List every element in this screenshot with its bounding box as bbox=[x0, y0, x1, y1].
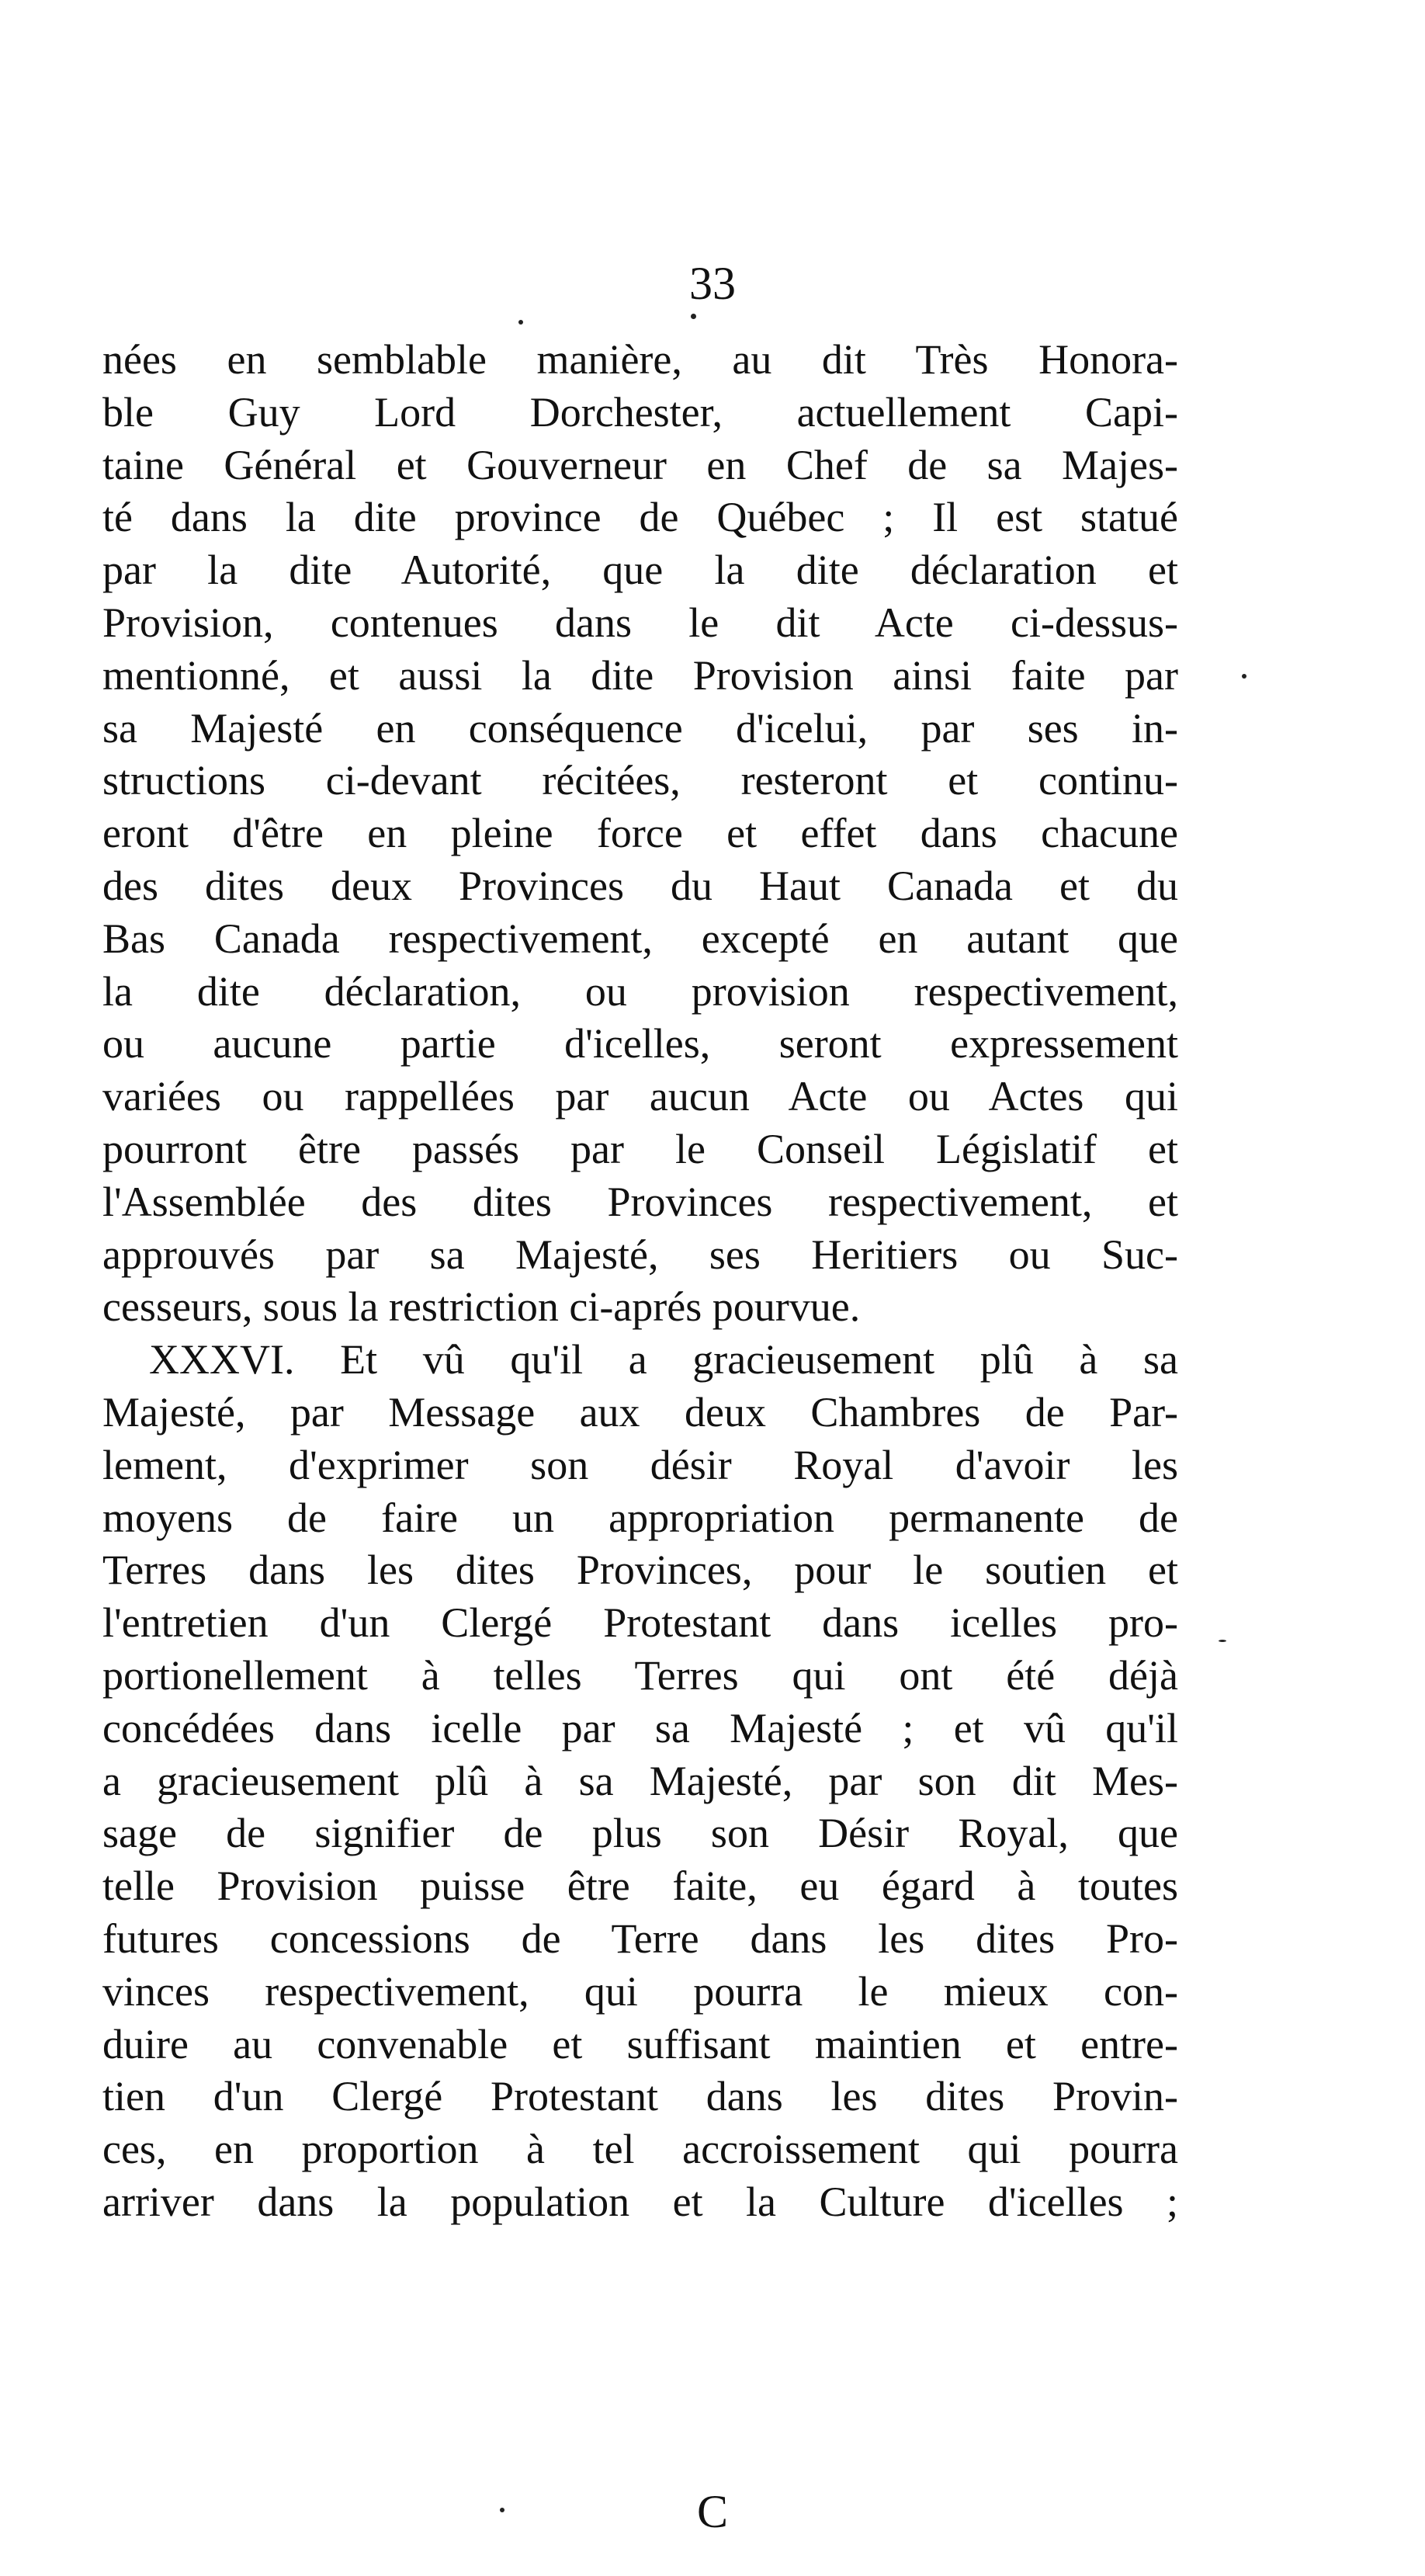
text-line: moyens de faire un appropriation permanente de bbox=[102, 1494, 1178, 1541]
body-text bbox=[102, 334, 1178, 2229]
text-line: vinces respectivement, qui pourra le mieux con- bbox=[102, 1967, 1178, 2015]
text-line: tien d'un Clergé Protestant dans les dites Provin- bbox=[102, 2073, 1178, 2120]
ink-speck bbox=[500, 2508, 504, 2512]
text-line: concédées dans icelle par sa Majesté ; et vû qu'il bbox=[102, 1704, 1178, 1751]
text-line: sa Majesté en conséquence d'icelui, par ses in- bbox=[102, 704, 1178, 752]
text-line: arriver dans la population et la Culture d'icelles ; bbox=[102, 2178, 1178, 2225]
text-line: variées ou rappellées par aucun Acte ou Actes qui bbox=[102, 1073, 1178, 1120]
text-line: Terres dans les dites Provinces, pour le soutien et bbox=[102, 1547, 1178, 1594]
text-line: ces, en proportion à tel accroissement qui pourra bbox=[102, 2126, 1178, 2173]
text-line: Bas Canada respectivement, excepté en autant que bbox=[102, 915, 1178, 962]
ink-speck bbox=[691, 314, 696, 319]
text-line: pourront être passés par le Conseil Législatif et bbox=[102, 1125, 1178, 1172]
text-line: futures concessions de Terre dans les dites Pro- bbox=[102, 1915, 1178, 1962]
ink-speck bbox=[1242, 674, 1246, 679]
text-line: mentionné, et aussi la dite Provision ainsi faite par bbox=[102, 651, 1178, 699]
text-line: eront d'être en pleine force et effet dans chacune bbox=[102, 810, 1178, 857]
text-line: approuvés par sa Majesté, ses Heritiers ou Suc- bbox=[102, 1231, 1178, 1278]
text-line: sage de signifier de plus son Désir Royal, que bbox=[102, 1810, 1178, 1857]
text-line: Majesté, par Message aux deux Chambres de Par- bbox=[102, 1388, 1178, 1436]
text-line: portionellement à telles Terres qui ont été déjà bbox=[102, 1651, 1178, 1699]
text-line: structions ci-devant récitées, resteront et continu- bbox=[102, 757, 1178, 804]
text-line: telle Provision puisse être faite, eu égard à toutes bbox=[102, 1863, 1178, 1910]
text-line: ble Guy Lord Dorchester, actuellement Capi- bbox=[102, 388, 1178, 436]
text-line: des dites deux Provinces du Haut Canada et du bbox=[102, 862, 1178, 909]
text-line: ou aucune partie d'icelles, seront expressement bbox=[102, 1020, 1178, 1068]
text-line: l'Assemblée des dites Provinces respectivement, et bbox=[102, 1178, 1178, 1225]
text-line: a gracieusement plû à sa Majesté, par son dit Mes- bbox=[102, 1757, 1178, 1804]
text-line: duire au convenable et suffisant maintien et entre- bbox=[102, 2020, 1178, 2067]
text-line: l'entretien d'un Clergé Protestant dans icelles pro- bbox=[102, 1599, 1178, 1647]
text-line: la dite déclaration, ou provision respectivement, bbox=[102, 967, 1178, 1015]
text-line: cesseurs, sous la restriction ci-aprés pourvue. bbox=[102, 1283, 861, 1331]
text-line: par la dite Autorité, que la dite déclaration et bbox=[102, 547, 1178, 594]
text-line: taine Général et Gouverneur en Chef de sa Majes- bbox=[102, 441, 1178, 488]
page-number: 33 bbox=[689, 258, 736, 309]
text-line: XXXVI. Et vû qu'il a gracieusement plû à sa bbox=[149, 1336, 1178, 1383]
signature-mark: C bbox=[696, 2486, 729, 2537]
text-line: té dans la dite province de Québec ; Il est statué bbox=[102, 494, 1178, 541]
ink-speck bbox=[518, 320, 523, 325]
text-line: Provision, contenues dans le dit Acte ci-dessus- bbox=[102, 599, 1178, 646]
ink-speck bbox=[1219, 1640, 1226, 1642]
text-line: nées en semblable manière, au dit Très Honora- bbox=[102, 336, 1178, 383]
text-line: lement, d'exprimer son désir Royal d'avoir les bbox=[102, 1441, 1178, 1488]
